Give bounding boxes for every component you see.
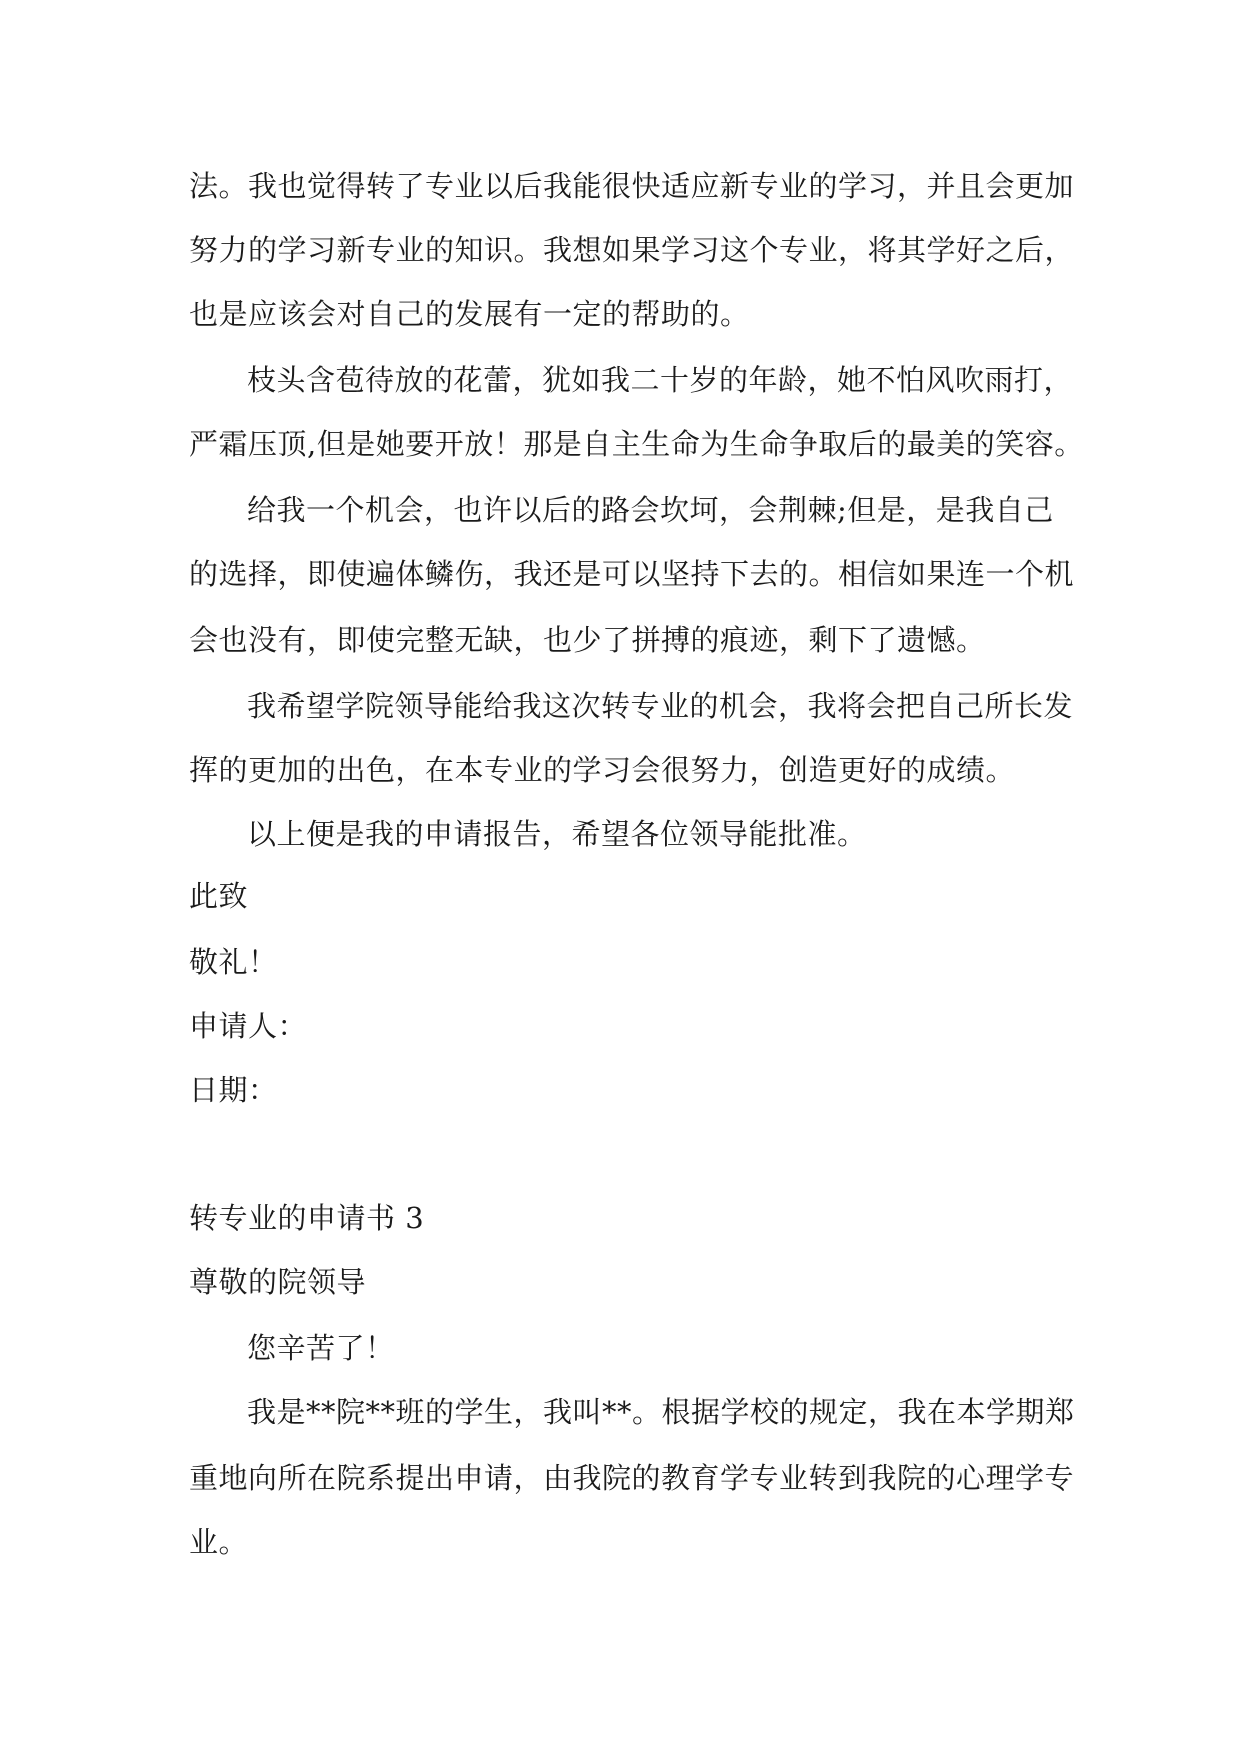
paragraph-line: 我希望学院领导能给我这次转专业的机会，我将会把自己所长发 xyxy=(247,689,1074,723)
paragraph-line: 严霜压顶,但是她要开放！那是自主生命为生命争取后的最美的笑容。 xyxy=(189,427,1084,461)
section-title: 转专业的申请书 3 xyxy=(189,1201,425,1235)
closing-line: 此致 xyxy=(189,879,249,913)
paragraph-line: 我是**院**班的学生，我叫**。根据学校的规定，我在本学期郑 xyxy=(247,1395,1075,1429)
paragraph-line: 也是应该会对自己的发展有一定的帮助的。 xyxy=(189,297,750,331)
paragraph-line: 会也没有，即使完整无缺，也少了拼搏的痕迹，剩下了遗憾。 xyxy=(189,623,986,657)
paragraph-line: 挥的更加的出色，在本专业的学习会很努力，创造更好的成绩。 xyxy=(189,753,1016,787)
salutation-line: 敬礼！ xyxy=(189,945,278,979)
paragraph-line: 重地向所在院系提出申请，由我院的教育学专业转到我院的心理学专 xyxy=(189,1461,1075,1495)
greeting-line: 您辛苦了！ xyxy=(247,1331,395,1365)
date-label: 日期： xyxy=(189,1073,278,1107)
applicant-label: 申请人： xyxy=(189,1009,308,1043)
paragraph-line: 法。我也觉得转了专业以后我能很快适应新专业的学习，并且会更加 xyxy=(189,169,1075,203)
paragraph-line: 的选择，即使遍体鳞伤，我还是可以坚持下去的。相信如果连一个机 xyxy=(189,557,1075,591)
paragraph-line: 给我一个机会，也许以后的路会坎坷，会荆棘;但是，是我自己 xyxy=(247,493,1054,527)
paragraph-line: 业。 xyxy=(189,1525,249,1559)
paragraph-line: 以上便是我的申请报告，希望各位领导能批准。 xyxy=(247,817,867,851)
paragraph-line: 努力的学习新专业的知识。我想如果学习这个专业，将其学好之后， xyxy=(189,233,1075,267)
paragraph-line: 枝头含苞待放的花蕾，犹如我二十岁的年龄，她不怕风吹雨打， xyxy=(247,363,1074,397)
addressee-line: 尊敬的院领导 xyxy=(189,1265,367,1299)
